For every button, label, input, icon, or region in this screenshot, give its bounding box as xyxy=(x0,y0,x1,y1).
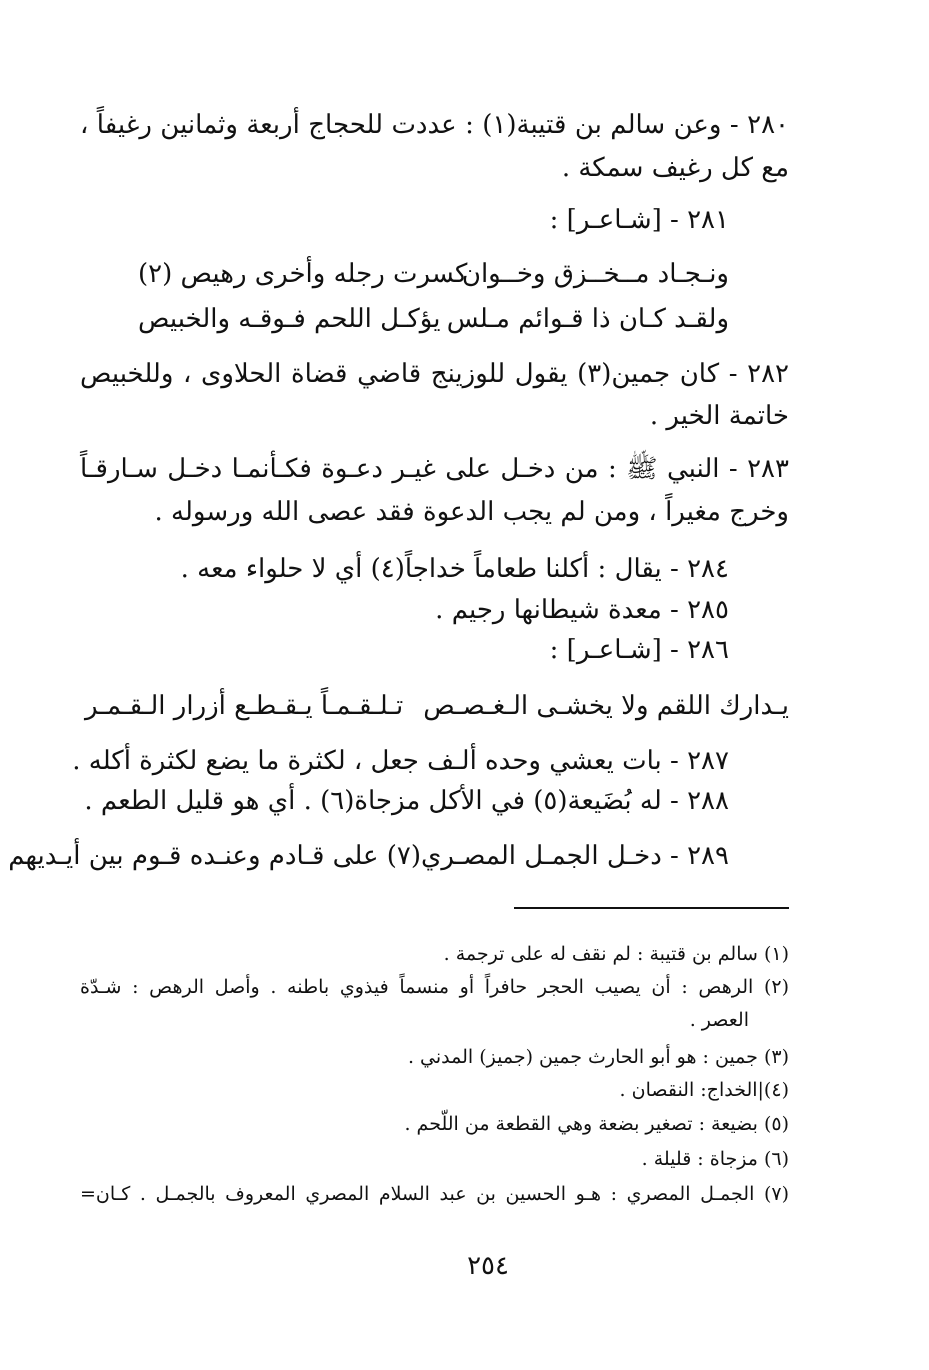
entry-284: ٢٨٤ - يقال : أكلنا طعاماً خداجاً(٤) أي لا حلواء معه . xyxy=(180,554,729,584)
footnote-4: (٤)|الخداج: النقصان . xyxy=(619,1079,789,1101)
verse-1-first-hemistich: ونـجـاد مــخــزق وخــوان xyxy=(461,259,729,289)
entry-285: ٢٨٥ - معدة شيطانها رجيم . xyxy=(435,595,729,625)
entry-282-line-2: خاتمة الخير . xyxy=(649,401,789,431)
entry-288: ٢٨٨ - له بُضَيعة(٥) في الأكل مزجاة(٦) . أي هو قليل الطعم . xyxy=(84,786,729,816)
footnote-5: (٥) بضيعة : تصغير بضعة وهي القطعة من اللّحم . xyxy=(404,1113,789,1135)
verse-3-first-hemistich: يـدارك اللقم ولا يخشـى الـغـصـص xyxy=(423,691,789,721)
entry-283-line-2: وخرج مغيراً ، ومن لم يجب الدعوة فقد عصى الله ورسوله . xyxy=(154,497,789,527)
entry-289: ٢٨٩ - دخـل الجمـل المصـري(٧) على قـادم وعنـده قـوم بين أيـديهم xyxy=(8,841,729,871)
footnote-3: (٣) جمين : هو أبو الحارث جمين (جميز) المدني . xyxy=(407,1046,789,1068)
entry-287: ٢٨٧ - بات يعشي وحده ألـف جعل ، لكثرة ما يضع لكثرة أكله . xyxy=(72,746,729,776)
entry-281-heading: ٢٨١ - [شـاعـر] : xyxy=(549,205,729,235)
entry-283-line-1: ٢٨٣ - النبي ﷺ : من دخـل على غيـر دعـوة فكـأنمـا دخـل سـارقـاً xyxy=(80,454,789,484)
footnote-6: (٦) مزجاة : قليلة . xyxy=(641,1148,789,1170)
page-number: ٢٥٤ xyxy=(467,1251,509,1281)
verse-3-second-hemistich: تـلـقـمـاً يـقـطـع أزرار الـقـمـر xyxy=(85,691,404,721)
verse-1-second-hemistich: كسرت رجله وأخرى رهيص (٢) xyxy=(138,259,468,289)
entry-280-line-1: ٢٨٠ - وعن سالم بن قتيبة(١) : عددت للحجاج أربعة وثمانين رغيفاً ، xyxy=(80,110,790,140)
entry-282-line-1: ٢٨٢ - كان جمين(٣) يقول للوزينج قاضي قضاة الحلاوى ، وللخبيص xyxy=(80,359,790,389)
entry-280-line-2: مع كل رغيف سمكة . xyxy=(561,153,789,183)
verse-2-second-hemistich: يؤكـل اللحم فـوقـه والخبيص xyxy=(138,304,441,334)
verse-2-first-hemistich: ولقـد كـان ذا قـوائم مـلس xyxy=(446,304,729,334)
footnote-separator xyxy=(514,907,789,909)
footnote-7: (٧) الجمـل المصري : هـو الحسين بن عبد السلام المصري المعروف بالجمـل . كـان= xyxy=(80,1183,789,1205)
footnote-2-line-2: العصر . xyxy=(689,1009,749,1031)
footnote-1: (١) سالم بن قتيبة : لم نقف له على ترجمة . xyxy=(443,943,789,965)
entry-286-heading: ٢٨٦ - [شـاعـر] : xyxy=(549,635,729,665)
footnote-2-line-1: (٢) الرهص : أن يصيب الحجر حافراً أو منسماً فيذوي باطنه . وأصل الرهص : شـدّة xyxy=(80,976,789,998)
